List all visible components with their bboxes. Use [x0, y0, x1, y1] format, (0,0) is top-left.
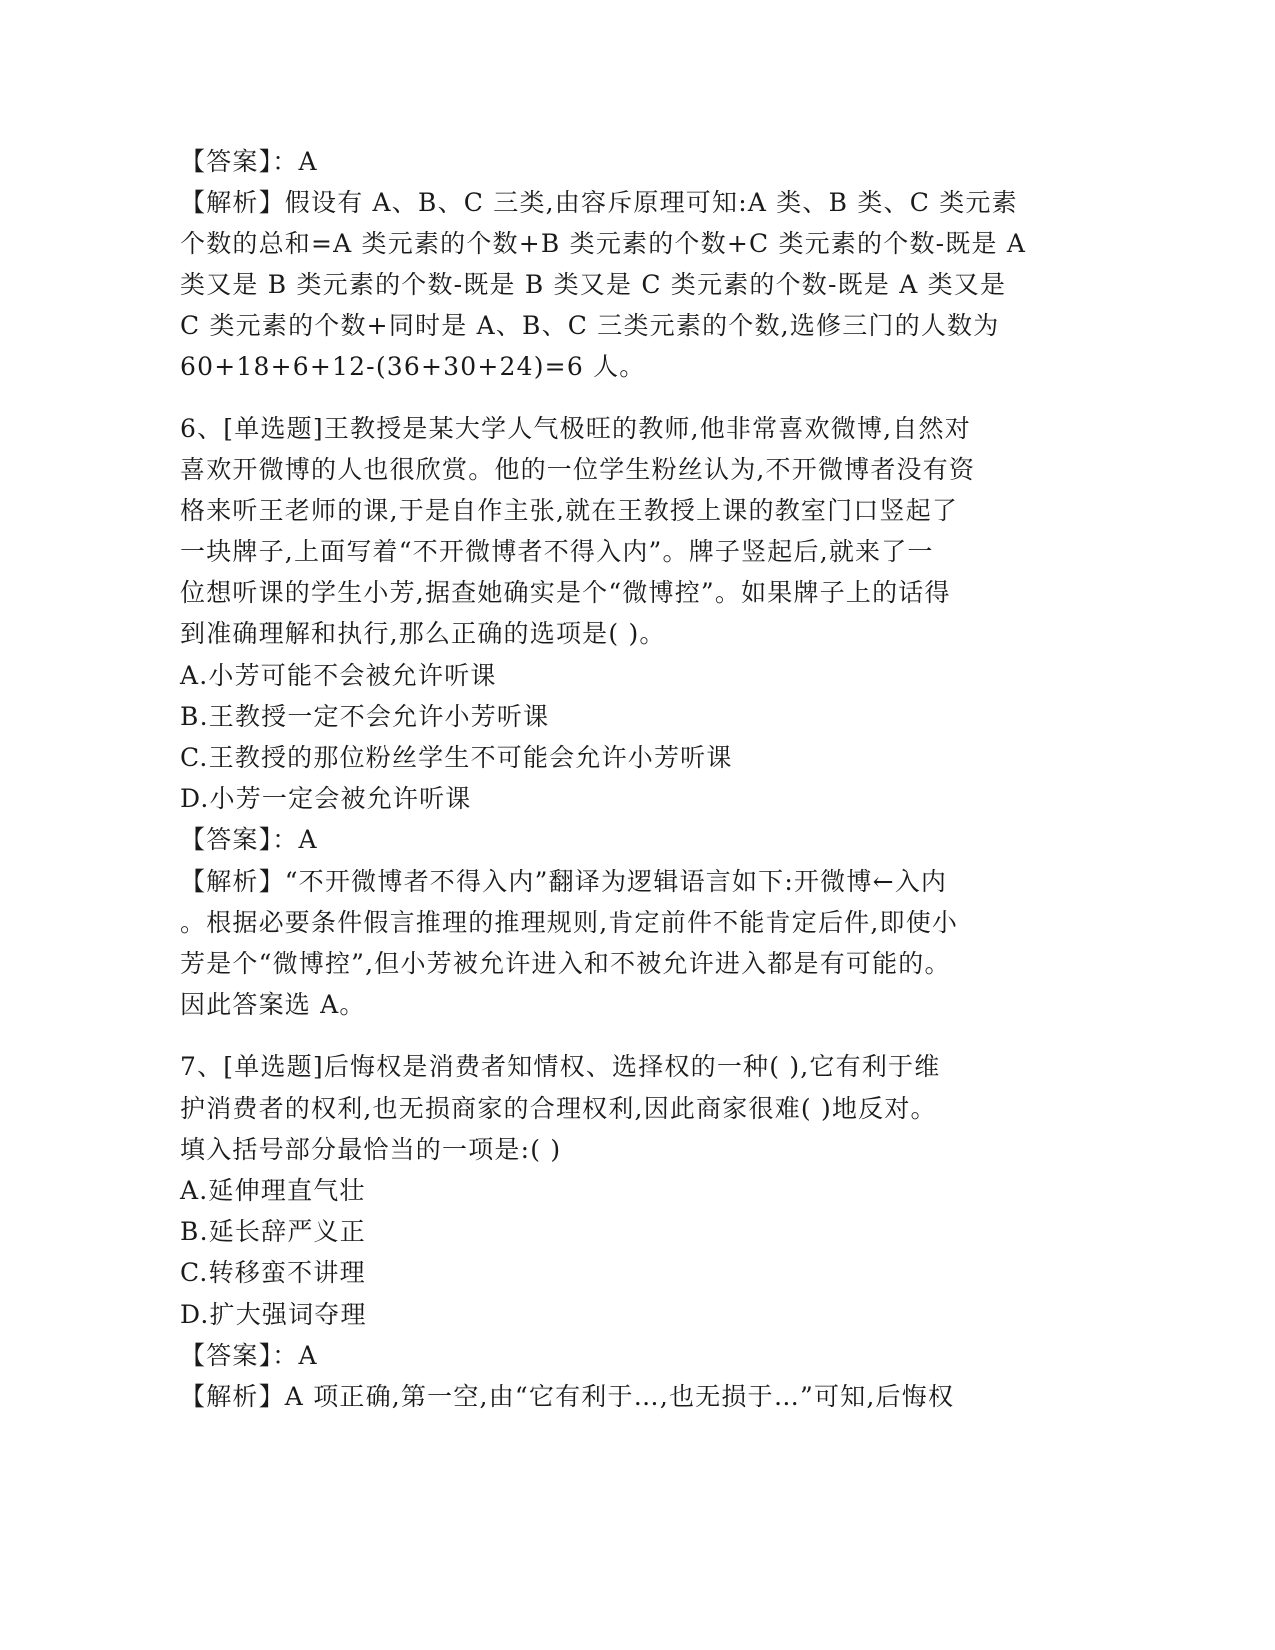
q5-analysis-line: 类又是 B 类元素的个数-既是 B 类又是 C 类元素的个数-既是 A 类又是 — [180, 270, 1007, 299]
q6-stem-line: 格来听王老师的课,于是自作主张,就在王教授上课的教室门口竖起了 — [180, 496, 959, 525]
q5-analysis-line: C 类元素的个数+同时是 A、B、C 三类元素的个数,选修三门的人数为 — [180, 311, 1000, 340]
q6-stem-line: 到准确理解和执行,那么正确的选项是( )。 — [180, 619, 666, 648]
q6-stem-line: 喜欢开微博的人也很欣赏。他的一位学生粉丝认为,不开微博者没有资 — [180, 455, 976, 484]
q6-stem-line: 6、[单选题]王教授是某大学人气极旺的教师,他非常喜欢微博,自然对 — [180, 414, 971, 443]
q6-option-d: D.小芳一定会被允许听课 — [180, 784, 472, 813]
q7-stem-line: 填入括号部分最恰当的一项是:( ) — [180, 1135, 562, 1164]
q6-option-c: C.王教授的那位粉丝学生不可能会允许小芳听课 — [180, 743, 733, 772]
q5-analysis-line: 【解析】假设有 A、B、C 三类,由容斥原理可知:A 类、B 类、C 类元素 — [180, 188, 1018, 217]
q7-option-d: D.扩大强词夺理 — [180, 1300, 367, 1329]
q6-option-b: B.王教授一定不会允许小芳听课 — [180, 702, 550, 731]
q6-option-a: A.小芳可能不会被允许听课 — [180, 661, 497, 690]
q6-analysis-line: 芳是个“微博控”,但小芳被允许进入和不被允许进入都是有可能的。 — [180, 949, 951, 978]
q6-analysis-line: 。根据必要条件假言推理的推理规则,肯定前件不能肯定后件,即使小 — [180, 908, 959, 937]
q7-stem-line: 护消费者的权利,也无损商家的合理权利,因此商家很难( )地反对。 — [180, 1094, 937, 1123]
q6-analysis-line: 因此答案选 A。 — [180, 990, 366, 1019]
q5-analysis-line: 个数的总和=A 类元素的个数+B 类元素的个数+C 类元素的个数-既是 A — [180, 229, 1027, 258]
q5-analysis-line: 60+18+6+12-(36+30+24)=6 人。 — [180, 352, 646, 381]
q7-analysis-line: 【解析】A 项正确,第一空,由“它有利于…,也无损于…”可知,后悔权 — [180, 1382, 955, 1411]
q6-stem-line: 一块牌子,上面写着“不开微博者不得入内”。牌子竖起后,就来了一 — [180, 537, 934, 566]
q6-stem-line: 位想听课的学生小芳,据查她确实是个“微博控”。如果牌子上的话得 — [180, 578, 951, 607]
q7-option-c: C.转移蛮不讲理 — [180, 1258, 366, 1287]
q7-option-a: A.延伸理直气壮 — [180, 1176, 366, 1205]
q7-answer: 【答案】：A — [180, 1341, 318, 1370]
q6-analysis-line: 【解析】“不开微博者不得入内”翻译为逻辑语言如下:开微博←入内 — [180, 867, 948, 896]
q6-answer: 【答案】：A — [180, 825, 318, 854]
q5-answer: 【答案】：A — [180, 147, 318, 176]
q7-option-b: B.延长辞严义正 — [180, 1217, 366, 1246]
q7-stem-line: 7、[单选题]后悔权是消费者知情权、选择权的一种( ),它有利于维 — [180, 1052, 941, 1081]
